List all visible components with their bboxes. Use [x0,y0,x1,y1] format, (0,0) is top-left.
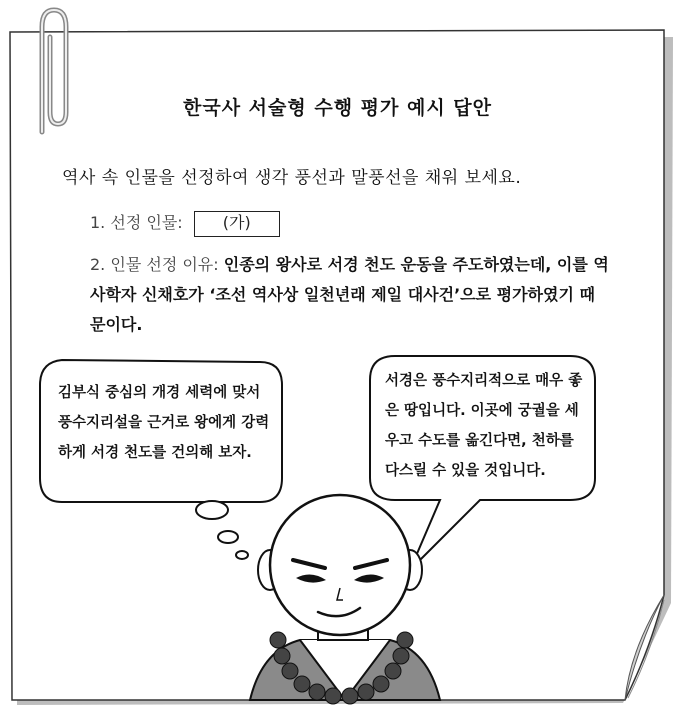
thought-dot-large [196,501,228,519]
reason-text: 인종의 왕사로 서경 천도 운동을 주도하였는데, 이를 역사학자 신채호가 ‘조선 역사상 일천년래 제일 대사건’으로 평가하였기 때문이다. [90,255,609,334]
speech-bubble-text: 서경은 풍수지리적으로 매우 좋은 땅입니다. 이곳에 궁궐을 세우고 수도를 옮긴다면, 천하를 다스릴 수 있을 것입니다. [385,373,583,479]
monk-figure [250,495,440,704]
item-number: 2. [90,255,106,274]
item-label: 선정 인물: [110,213,183,232]
answer-box: (가) [194,211,280,237]
instruction-text: 역사 속 인물을 선정하여 생각 풍선과 말풍선을 채워 보세요. [62,168,522,188]
item-number: 1. [90,213,106,232]
item-label: 인물 선정 이유: [110,255,219,274]
thought-bubble-text: 김부식 중심의 개경 세력에 맞서 풍수지리설을 근거로 왕에게 강력하게 서경 천도를 건의해 보자. [58,385,270,461]
page-title: 한국사 서술형 수행 평가 예시 답안 [182,97,493,119]
thought-dot-medium [218,531,238,543]
thought-dot-small [236,551,248,559]
